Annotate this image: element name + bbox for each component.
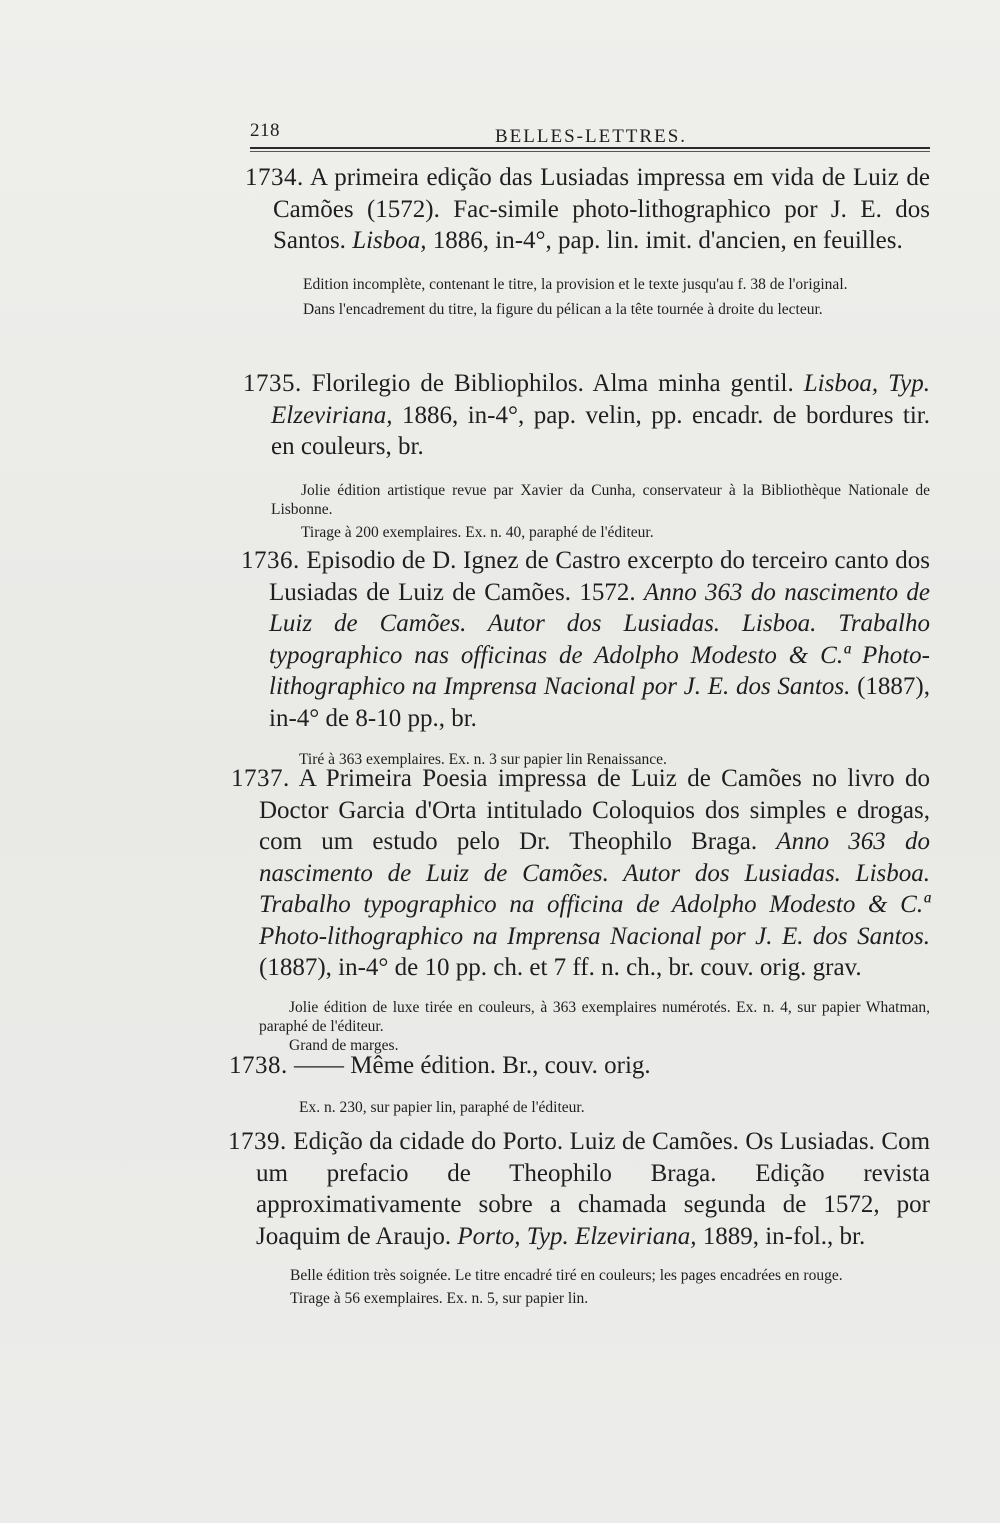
entry-1737 xyxy=(231,763,930,1055)
entry-text: Florilegio de Bibliophilos. Alma minha gentil. xyxy=(311,370,804,397)
entry-main-text xyxy=(228,1126,930,1252)
entry-number: 1735. xyxy=(243,370,302,397)
entry-note: Ex. n. 230, sur papier lin, paraphé de l'éditeur. xyxy=(299,1098,585,1116)
entry-main-text xyxy=(243,368,930,463)
entry-text: Edição da cidade do Porto. Luiz de Camões. Os Lusiadas. Com um prefacio de Theophilo Braga. Edição revista approximativamente sobre a chamada segunda de 1572, por Joaquim de Araujo. xyxy=(256,1128,931,1250)
entry-text-end: (1887), in-4° de 10 pp. ch. et 7 ff. n. ch., br. couv. orig. grav. xyxy=(259,954,862,981)
entry-1736 xyxy=(241,545,930,769)
entry-italic-text: Porto, Typ. Elzeviriana, xyxy=(457,1222,697,1250)
entry-note: Dans l'encadrement du titre, la figure du pélican a la tête tournée à droite du lecteur. xyxy=(303,300,823,318)
page-header xyxy=(250,120,930,150)
page-number: 218 xyxy=(250,120,280,141)
entry-italic-text: Anno 363 do nascimento de Luiz de Camões. Autor dos Lusiadas. Lisboa. Trabalho typographico na officina de Adolpho Modesto & C.ª Photo-lithographico na Imprensa Nacional por J. E. dos Santos. xyxy=(259,828,930,950)
entry-note: Grand de marges. xyxy=(289,1036,399,1054)
entry-note: Tirage à 56 exemplaires. Ex. n. 5, sur papier lin. xyxy=(290,1290,589,1307)
entry-text: A Primeira Poesia impressa de Luiz de Camões no livro do Doctor Garcia d'Orta intitulado Coloquios dos simples e drogas, com um estudo pelo Dr. Theophilo Braga. xyxy=(259,765,930,855)
entry-1738 xyxy=(229,1050,930,1117)
entry-text: Episodio de D. Ignez de Castro excerpto do terceiro canto dos Lusiadas de Luiz de Camões. 1572. xyxy=(269,547,931,606)
entry-italic-text: Lisboa, Typ. Elzeviriana, xyxy=(271,370,931,429)
entry-italic-text: Anno 363 do nascimento de Luiz de Camões. Autor dos Lusiadas. Lisboa. Trabalho typographico nas officinas de Adolpho Modesto & C.ª Photo-lithographico na Imprensa Nacional por J. E. dos Santos. xyxy=(269,578,930,700)
entry-1734 xyxy=(245,162,930,319)
entry-italic-text: Lisboa, xyxy=(352,227,427,254)
entry-main-text xyxy=(231,763,930,984)
header-rule-thin xyxy=(250,151,930,152)
entry-number: 1736. xyxy=(241,547,300,574)
entry-number: 1737. xyxy=(231,765,290,792)
entry-main-text xyxy=(229,1050,930,1082)
running-title: BELLES-LETTRES. xyxy=(495,126,688,147)
entry-1735 xyxy=(243,368,930,542)
entry-1739 xyxy=(228,1126,930,1308)
entry-text: A primeira edição das Lusiadas impressa em vida de Luiz de Camões (1572). Fac-simile photo-lithographico por J. E. dos Santos. xyxy=(273,164,930,254)
header-rule xyxy=(250,147,930,149)
entry-number: 1738. xyxy=(229,1052,288,1079)
entry-number: 1739. xyxy=(228,1128,287,1155)
entry-note: Belle édition très soignée. Le titre encadré tiré en couleurs; les pages encadrées en rouge. xyxy=(290,1267,843,1284)
entry-main-text xyxy=(245,162,930,257)
entry-main-text xyxy=(241,545,930,734)
entry-note: Jolie édition artistique revue par Xavier da Cunha, conservateur à la Bibliothèque Nationale de Lisbonne. xyxy=(271,481,930,518)
entry-text: —— Même édition. Br., couv. orig. xyxy=(294,1052,651,1079)
entry-number: 1734. xyxy=(245,164,304,191)
entry-note: Tiré à 363 exemplaires. Ex. n. 3 sur papier lin Renaissance. xyxy=(299,751,667,768)
entry-text-end: 1889, in-fol., br. xyxy=(696,1222,866,1250)
entry-note: Edition incomplète, contenant le titre, la provision et le texte jusqu'au f. 38 de l'original. xyxy=(303,275,848,293)
entry-text-end: (1887), in-4° de 8-10 pp., br. xyxy=(269,673,931,732)
entry-note: Jolie édition de luxe tirée en couleurs, à 363 exemplaires numérotés. Ex. n. 4, sur papier Whatman, paraphé de l'éditeur. xyxy=(259,998,930,1035)
entry-text-end: 1886, in-4°, pap. lin. imit. d'ancien, en feuilles. xyxy=(426,227,903,254)
entry-text-end: 1886, in-4°, pap. velin, pp. encadr. de bordures tir. en couleurs, br. xyxy=(271,401,930,460)
entry-note: Tirage à 200 exemplaires. Ex. n. 40, paraphé de l'éditeur. xyxy=(301,523,654,541)
